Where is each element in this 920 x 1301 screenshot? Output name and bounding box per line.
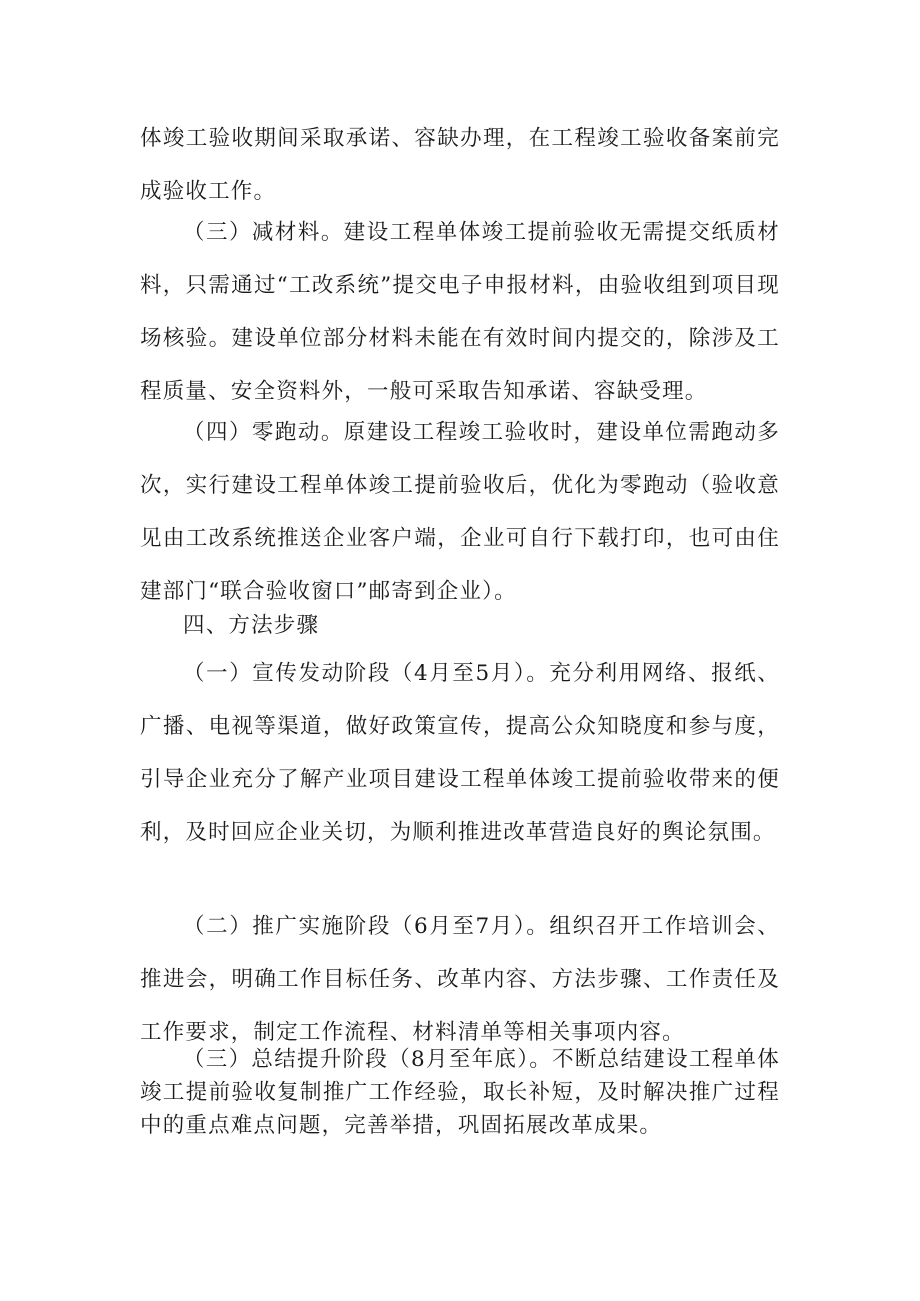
- section-heading-methods: 四、方法步骤: [183, 613, 320, 638]
- paragraph-continued: 体竣工验收期间采取承诺、容缺办理，在工程竣工验收备案前完成验收工作。: [140, 126, 780, 204]
- paragraph-promotion-stage: （二）推广实施阶段（6月至7月）。组织召开工作培训会、推进会，明确工作目标任务、改革内容、方法步骤、工作责任及工作要求，制定工作流程、材料清单等相关事项内容。: [140, 914, 780, 1045]
- paragraph-summary-stage: （三）总结提升阶段（8月至年底）。不断总结建设工程单体竣工提前验收复制推广工作经验，取长补短，及时解决推广过程中的重点难点问题，完善举措，巩固拓展改革成果。: [140, 1047, 780, 1138]
- paragraph-reduce-materials: （三）减材料。建设工程单体竣工提前验收无需提交纸质材料，只需通过“工改系统”提交电子申报材料，由验收组到项目现场核验。建设单位部分材料未能在有效时间内提交的，除涉及工程质量、安全资料外，一般可采取告知承诺、容缺受理。: [140, 220, 780, 404]
- paragraph-zero-trips: （四）零跑动。原建设工程竣工验收时，建设单位需跑动多次，实行建设工程单体竣工提前验收后，优化为零跑动（验收意见由工改系统推送企业客户端，企业可自行下载打印，也可由住建部门“联合验收窗口”邮寄到企业）。: [140, 420, 780, 604]
- paragraph-publicity-stage: （一）宣传发动阶段（4月至5月）。充分利用网络、报纸、广播、电视等渠道，做好政策宣传，提高公众知晓度和参与度，引导企业充分了解产业项目建设工程单体竣工提前验收带来的便利，及时回应企业关切，为顺利推进改革营造良好的舆论氛围。: [140, 661, 780, 845]
